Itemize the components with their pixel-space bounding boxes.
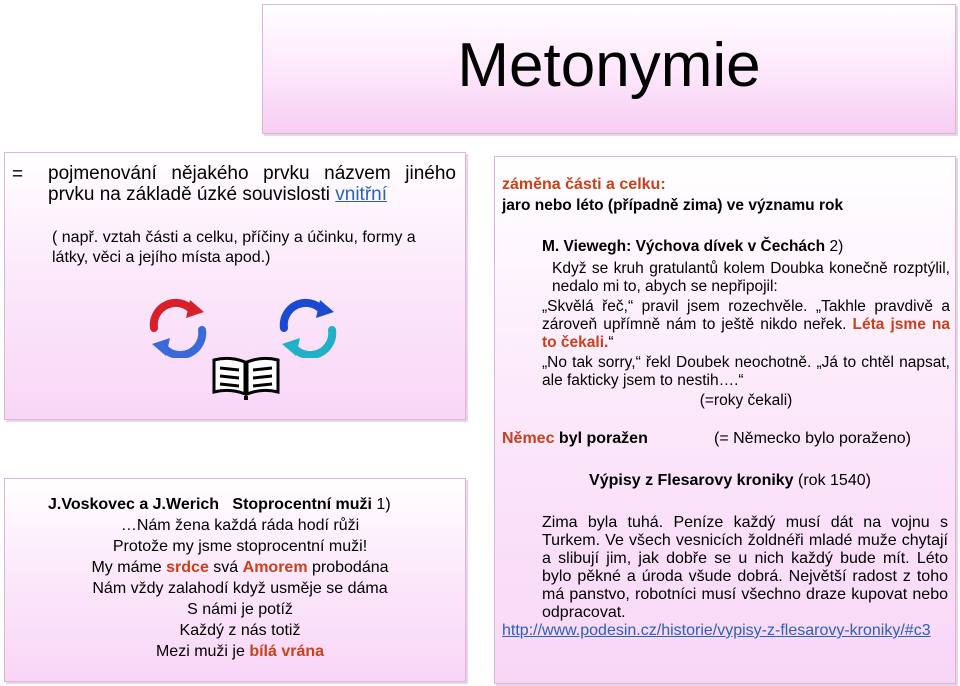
song-line-3e: probodána (307, 559, 389, 576)
song-ref: 1) (371, 496, 391, 513)
quote-para-2-text: „Skvělá řeč,“ pravil jsem rozechvěle. „Takhle pravdivě a zároveň upřímně nám to ještě nikdo neřek. (542, 298, 950, 333)
quote-para-2 (542, 298, 950, 352)
definition-bullet: = (12, 164, 24, 185)
song-text (20, 494, 460, 662)
song-line-1: …Nám žena každá ráda hodí růži (120, 517, 360, 534)
definition-note: ( např. vztah části a celku, příčiny a účinku, formy a látky, věci a jejího místa apod.) (52, 229, 416, 266)
song-title: Stoprocentní muži (232, 496, 372, 513)
cycle-red-icon (146, 298, 210, 358)
nemec-rest: byl poražen (554, 430, 648, 447)
song-line-7a: Mezi muži je (155, 643, 250, 660)
quote-explanation: (=roky čekali) (699, 392, 793, 409)
song-line-3 (20, 557, 460, 578)
song-highlight-bila-vrana: bílá vrána (249, 643, 325, 660)
examples-heading (502, 174, 952, 216)
song-line-6: Každý z nás totiž (179, 622, 301, 639)
source-url[interactable]: http://www.podesin.cz/historie/vypisy-z-flesarovy-kroniky/#c3 (502, 622, 931, 639)
quote-para-3: „No tak sorry,“ řekl Doubek neochotně. „Já to chtěl napsat, ale fakticky jsem to nestih….“ (542, 354, 950, 389)
viewegh-quote (542, 238, 950, 410)
quote-para-2-end: “ (608, 334, 614, 351)
quote-highlight-leta: Léta jsme na to čekali. (542, 316, 950, 351)
nemec-explanation: (= Německo bylo poraženo) (714, 430, 911, 447)
flesar-title: Výpisy z Flesarovy kroniky (589, 472, 794, 489)
song-highlight-amorem: Amorem (242, 559, 308, 576)
flesar-heading (520, 472, 940, 490)
examples-subtitle: jaro nebo léto (případně zima) ve významu rok (502, 197, 844, 214)
flesar-text: Zima byla tuhá. Peníze každý musí dát na vojnu s Turkem. Ve všech vesnicích žoldnéři mladé muže chytají a slibují jim, jak dobře se u nich každý bude mít. Léto bylo pěkné a úroda všude dobrá. Největší radost z toho má panstvo, robotníci musí všechno draze kupovat nebo odpracovat. (542, 514, 948, 621)
source-link[interactable] (502, 622, 952, 640)
song-authors: J.Voskovec a J.Werich (48, 496, 220, 513)
song-line-2: Protože my jsme stoprocentní muži! (112, 538, 368, 555)
definition-main: pojmenování nějakého prvku názvem jiného prvku na základě úzké souvislosti (48, 163, 456, 205)
nemec-word: Němec (502, 430, 555, 447)
title-box (262, 4, 956, 134)
song-highlight-srdce: srdce (166, 559, 209, 576)
nemec-example (502, 430, 952, 448)
song-line-3c: svá (208, 559, 243, 576)
viewegh-ref: 2) (825, 238, 844, 255)
song-line-7 (20, 641, 460, 662)
open-book-icon (210, 354, 282, 400)
flesar-year: (rok 1540) (793, 472, 871, 489)
song-line-3a: My máme (91, 559, 167, 576)
definition-link[interactable]: vnitřní (335, 184, 388, 205)
definition-text (48, 163, 456, 205)
song-heading (20, 494, 460, 515)
song-line-4: Nám vždy zalahodí když usměje se dáma (92, 580, 388, 597)
viewegh-source: M. Viewegh: Výchova dívek v Čechách (542, 238, 826, 255)
viewegh-source-line (542, 238, 950, 256)
examples-title: záměna části a celku: (502, 176, 666, 193)
quote-para-1: Když se kruh gratulantů kolem Doubka konečně rozptýlil, nedalo mi to, abych se nepřipojil: (552, 260, 950, 295)
page-title: Metonymie (457, 31, 761, 100)
song-line-5: S námi je potíž (187, 601, 293, 618)
cycle-blue-icon (276, 298, 340, 358)
